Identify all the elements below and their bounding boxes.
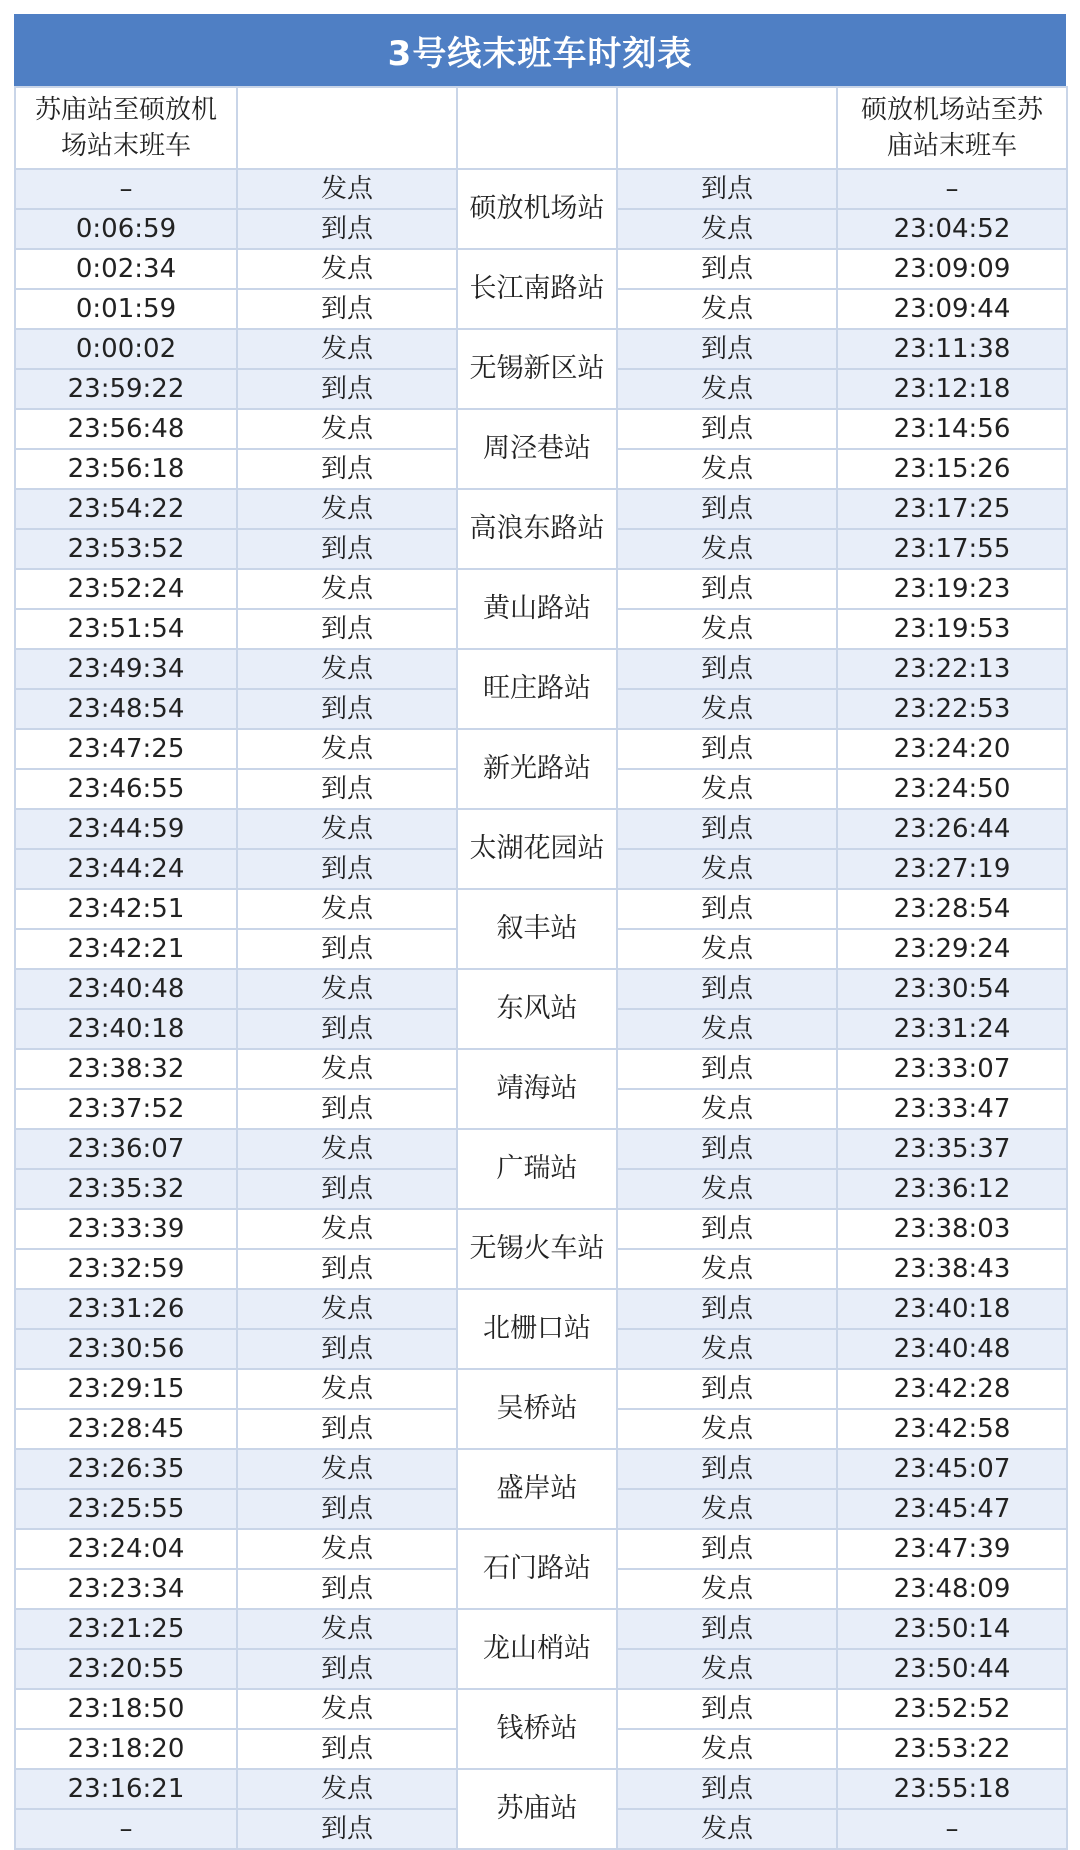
left-time-cell: 23:53:52 [15, 529, 237, 569]
arrive-label: 到点 [237, 609, 457, 649]
arrive-label: 到点 [237, 289, 457, 329]
arrive-label: 到点 [237, 929, 457, 969]
left-time-cell: 23:29:15 [15, 1369, 237, 1409]
right-time-cell: 23:09:09 [837, 249, 1067, 289]
depart-label: 发点 [237, 1129, 457, 1169]
right-time-cell: 23:42:58 [837, 1409, 1067, 1449]
depart-label: 发点 [237, 1449, 457, 1489]
table-row [15, 1289, 1067, 1329]
depart-label: 发点 [617, 449, 837, 489]
left-time-cell: 23:56:18 [15, 449, 237, 489]
table-row [15, 889, 1067, 929]
station-name: 旺庄路站 [457, 649, 617, 729]
station-name: 苏庙站 [457, 1769, 617, 1849]
left-time-cell: 23:24:04 [15, 1529, 237, 1569]
station-name: 龙山梢站 [457, 1609, 617, 1689]
station-name: 北栅口站 [457, 1289, 617, 1369]
table-row [15, 729, 1067, 769]
table-row [15, 809, 1067, 849]
depart-label: 发点 [617, 1409, 837, 1449]
right-time-cell: 23:27:19 [837, 849, 1067, 889]
table-row [15, 1449, 1067, 1489]
station-name: 吴桥站 [457, 1369, 617, 1449]
depart-label: 发点 [617, 529, 837, 569]
arrive-label: 到点 [617, 1529, 837, 1569]
right-time-cell: 23:19:23 [837, 569, 1067, 609]
station-name: 黄山路站 [457, 569, 617, 649]
right-time-cell: 23:31:24 [837, 1009, 1067, 1049]
depart-label: 发点 [617, 369, 837, 409]
arrive-label: 到点 [617, 1369, 837, 1409]
right-time-cell: 23:09:44 [837, 289, 1067, 329]
right-time-cell: 23:22:53 [837, 689, 1067, 729]
depart-label: 发点 [237, 809, 457, 849]
left-time-cell: 0:00:02 [15, 329, 237, 369]
depart-label: 发点 [237, 1209, 457, 1249]
header-blank [617, 87, 837, 169]
right-time-cell: 23:17:25 [837, 489, 1067, 529]
right-time-cell: – [837, 169, 1067, 209]
right-time-cell: 23:30:54 [837, 969, 1067, 1009]
arrive-label: 到点 [237, 1089, 457, 1129]
table-row [15, 649, 1067, 689]
right-time-cell: 23:40:48 [837, 1329, 1067, 1369]
arrive-label: 到点 [237, 769, 457, 809]
depart-label: 发点 [617, 1169, 837, 1209]
right-time-cell: 23:50:14 [837, 1609, 1067, 1649]
left-time-cell: 23:48:54 [15, 689, 237, 729]
depart-label: 发点 [237, 649, 457, 689]
arrive-label: 到点 [237, 1249, 457, 1289]
left-direction-header: 苏庙站至硕放机场站末班车 [15, 87, 237, 169]
timetable-grid [14, 86, 1068, 1850]
arrive-label: 到点 [617, 1129, 837, 1169]
arrive-label: 到点 [617, 1209, 837, 1249]
table-row [15, 1769, 1067, 1809]
left-time-cell: 23:42:21 [15, 929, 237, 969]
left-time-cell: 23:52:24 [15, 569, 237, 609]
left-time-cell: 0:06:59 [15, 209, 237, 249]
arrive-label: 到点 [617, 409, 837, 449]
left-time-cell: 23:16:21 [15, 1769, 237, 1809]
right-time-cell: 23:55:18 [837, 1769, 1067, 1809]
right-time-cell: 23:35:37 [837, 1129, 1067, 1169]
station-name: 周泾巷站 [457, 409, 617, 489]
arrive-label: 到点 [237, 849, 457, 889]
station-name: 硕放机场站 [457, 169, 617, 249]
left-time-cell: 23:25:55 [15, 1489, 237, 1529]
depart-label: 发点 [237, 249, 457, 289]
right-time-cell: 23:33:07 [837, 1049, 1067, 1089]
station-name: 高浪东路站 [457, 489, 617, 569]
left-time-cell: 23:44:59 [15, 809, 237, 849]
left-time-cell: 23:44:24 [15, 849, 237, 889]
station-name: 广瑞站 [457, 1129, 617, 1209]
table-row [15, 569, 1067, 609]
table-row [15, 1129, 1067, 1169]
header-blank [457, 87, 617, 169]
right-time-cell: 23:36:12 [837, 1169, 1067, 1209]
left-time-cell: 23:26:35 [15, 1449, 237, 1489]
station-name: 长江南路站 [457, 249, 617, 329]
depart-label: 发点 [617, 849, 837, 889]
left-time-cell: 23:33:39 [15, 1209, 237, 1249]
depart-label: 发点 [617, 1329, 837, 1369]
table-row [15, 409, 1067, 449]
left-time-cell: 23:21:25 [15, 1609, 237, 1649]
arrive-label: 到点 [617, 809, 837, 849]
left-time-cell: 0:01:59 [15, 289, 237, 329]
depart-label: 发点 [237, 329, 457, 369]
arrive-label: 到点 [617, 489, 837, 529]
left-time-cell: 23:32:59 [15, 1249, 237, 1289]
arrive-label: 到点 [617, 969, 837, 1009]
right-time-cell: 23:50:44 [837, 1649, 1067, 1689]
depart-label: 发点 [237, 409, 457, 449]
right-time-cell: 23:45:47 [837, 1489, 1067, 1529]
depart-label: 发点 [617, 689, 837, 729]
depart-label: 发点 [617, 1729, 837, 1769]
station-name: 无锡新区站 [457, 329, 617, 409]
depart-label: 发点 [617, 609, 837, 649]
depart-label: 发点 [617, 1089, 837, 1129]
left-time-cell: 23:40:48 [15, 969, 237, 1009]
left-time-cell: 23:18:20 [15, 1729, 237, 1769]
left-time-cell: 23:36:07 [15, 1129, 237, 1169]
depart-label: 发点 [237, 889, 457, 929]
right-time-cell: 23:40:18 [837, 1289, 1067, 1329]
table-row [15, 169, 1067, 209]
left-time-cell: 23:49:34 [15, 649, 237, 689]
table-row [15, 969, 1067, 1009]
left-time-cell: – [15, 169, 237, 209]
left-time-cell: 23:40:18 [15, 1009, 237, 1049]
left-time-cell: 23:20:55 [15, 1649, 237, 1689]
arrive-label: 到点 [237, 1169, 457, 1209]
station-name: 盛岸站 [457, 1449, 617, 1529]
station-name: 东风站 [457, 969, 617, 1049]
right-time-cell: 23:04:52 [837, 209, 1067, 249]
timetable [14, 14, 1066, 1850]
arrive-label: 到点 [617, 169, 837, 209]
right-time-cell: 23:14:56 [837, 409, 1067, 449]
right-time-cell: 23:52:52 [837, 1689, 1067, 1729]
right-direction-header: 硕放机场站至苏庙站末班车 [837, 87, 1067, 169]
right-time-cell: 23:17:55 [837, 529, 1067, 569]
station-name: 靖海站 [457, 1049, 617, 1129]
depart-label: 发点 [617, 1249, 837, 1289]
station-name: 新光路站 [457, 729, 617, 809]
right-time-cell: 23:48:09 [837, 1569, 1067, 1609]
station-name: 钱桥站 [457, 1689, 617, 1769]
depart-label: 发点 [617, 1649, 837, 1689]
right-time-cell: 23:15:26 [837, 449, 1067, 489]
timetable-body [15, 169, 1067, 1849]
right-time-cell: 23:38:03 [837, 1209, 1067, 1249]
left-time-cell: – [15, 1809, 237, 1849]
arrive-label: 到点 [617, 889, 837, 929]
table-row [15, 1689, 1067, 1729]
arrive-label: 到点 [617, 1449, 837, 1489]
station-name: 太湖花园站 [457, 809, 617, 889]
arrive-label: 到点 [237, 1409, 457, 1449]
station-name: 石门路站 [457, 1529, 617, 1609]
left-time-cell: 23:59:22 [15, 369, 237, 409]
depart-label: 发点 [617, 1489, 837, 1529]
table-row [15, 1049, 1067, 1089]
right-time-cell: 23:11:38 [837, 329, 1067, 369]
right-time-cell: 23:12:18 [837, 369, 1067, 409]
right-time-cell: 23:24:20 [837, 729, 1067, 769]
depart-label: 发点 [237, 489, 457, 529]
depart-label: 发点 [617, 1809, 837, 1849]
depart-label: 发点 [237, 569, 457, 609]
arrive-label: 到点 [617, 249, 837, 289]
depart-label: 发点 [237, 729, 457, 769]
arrive-label: 到点 [237, 1569, 457, 1609]
table-row [15, 489, 1067, 529]
header-row [15, 87, 1067, 169]
arrive-label: 到点 [617, 1289, 837, 1329]
arrive-label: 到点 [237, 1489, 457, 1529]
arrive-label: 到点 [237, 1649, 457, 1689]
left-time-cell: 23:30:56 [15, 1329, 237, 1369]
left-time-cell: 23:28:45 [15, 1409, 237, 1449]
depart-label: 发点 [617, 769, 837, 809]
arrive-label: 到点 [237, 1329, 457, 1369]
depart-label: 发点 [237, 1609, 457, 1649]
arrive-label: 到点 [237, 529, 457, 569]
right-time-cell: 23:22:13 [837, 649, 1067, 689]
depart-label: 发点 [237, 1529, 457, 1569]
arrive-label: 到点 [617, 329, 837, 369]
depart-label: 发点 [617, 1569, 837, 1609]
right-time-cell: 23:42:28 [837, 1369, 1067, 1409]
arrive-label: 到点 [617, 1689, 837, 1729]
arrive-label: 到点 [237, 449, 457, 489]
right-time-cell: 23:38:43 [837, 1249, 1067, 1289]
arrive-label: 到点 [237, 209, 457, 249]
arrive-label: 到点 [237, 369, 457, 409]
right-time-cell: 23:29:24 [837, 929, 1067, 969]
left-time-cell: 23:18:50 [15, 1689, 237, 1729]
left-time-cell: 23:47:25 [15, 729, 237, 769]
arrive-label: 到点 [237, 1729, 457, 1769]
table-row [15, 249, 1067, 289]
depart-label: 发点 [617, 289, 837, 329]
left-time-cell: 23:31:26 [15, 1289, 237, 1329]
depart-label: 发点 [237, 1289, 457, 1329]
right-time-cell: 23:19:53 [837, 609, 1067, 649]
left-time-cell: 0:02:34 [15, 249, 237, 289]
arrive-label: 到点 [237, 1009, 457, 1049]
left-time-cell: 23:56:48 [15, 409, 237, 449]
depart-label: 发点 [617, 1009, 837, 1049]
depart-label: 发点 [237, 1049, 457, 1089]
arrive-label: 到点 [617, 1049, 837, 1089]
depart-label: 发点 [237, 1769, 457, 1809]
header-blank [237, 87, 457, 169]
depart-label: 发点 [617, 209, 837, 249]
table-row [15, 1369, 1067, 1409]
right-time-cell: 23:26:44 [837, 809, 1067, 849]
table-row [15, 1529, 1067, 1569]
arrive-label: 到点 [617, 729, 837, 769]
table-row [15, 1209, 1067, 1249]
table-row [15, 1609, 1067, 1649]
right-time-cell: 23:53:22 [837, 1729, 1067, 1769]
arrive-label: 到点 [237, 689, 457, 729]
left-time-cell: 23:51:54 [15, 609, 237, 649]
station-name: 无锡火车站 [457, 1209, 617, 1289]
left-time-cell: 23:37:52 [15, 1089, 237, 1129]
arrive-label: 到点 [617, 649, 837, 689]
depart-label: 发点 [237, 169, 457, 209]
left-time-cell: 23:42:51 [15, 889, 237, 929]
station-name: 叙丰站 [457, 889, 617, 969]
arrive-label: 到点 [617, 569, 837, 609]
arrive-label: 到点 [237, 1809, 457, 1849]
depart-label: 发点 [237, 1369, 457, 1409]
depart-label: 发点 [237, 1689, 457, 1729]
right-time-cell: – [837, 1809, 1067, 1849]
depart-label: 发点 [617, 929, 837, 969]
table-row [15, 329, 1067, 369]
right-time-cell: 23:28:54 [837, 889, 1067, 929]
left-time-cell: 23:46:55 [15, 769, 237, 809]
left-time-cell: 23:35:32 [15, 1169, 237, 1209]
arrive-label: 到点 [617, 1769, 837, 1809]
right-time-cell: 23:47:39 [837, 1529, 1067, 1569]
left-time-cell: 23:38:32 [15, 1049, 237, 1089]
right-time-cell: 23:24:50 [837, 769, 1067, 809]
left-time-cell: 23:23:34 [15, 1569, 237, 1609]
depart-label: 发点 [237, 969, 457, 1009]
right-time-cell: 23:33:47 [837, 1089, 1067, 1129]
right-time-cell: 23:45:07 [837, 1449, 1067, 1489]
timetable-title: 3号线末班车时刻表 [14, 14, 1066, 86]
arrive-label: 到点 [617, 1609, 837, 1649]
left-time-cell: 23:54:22 [15, 489, 237, 529]
